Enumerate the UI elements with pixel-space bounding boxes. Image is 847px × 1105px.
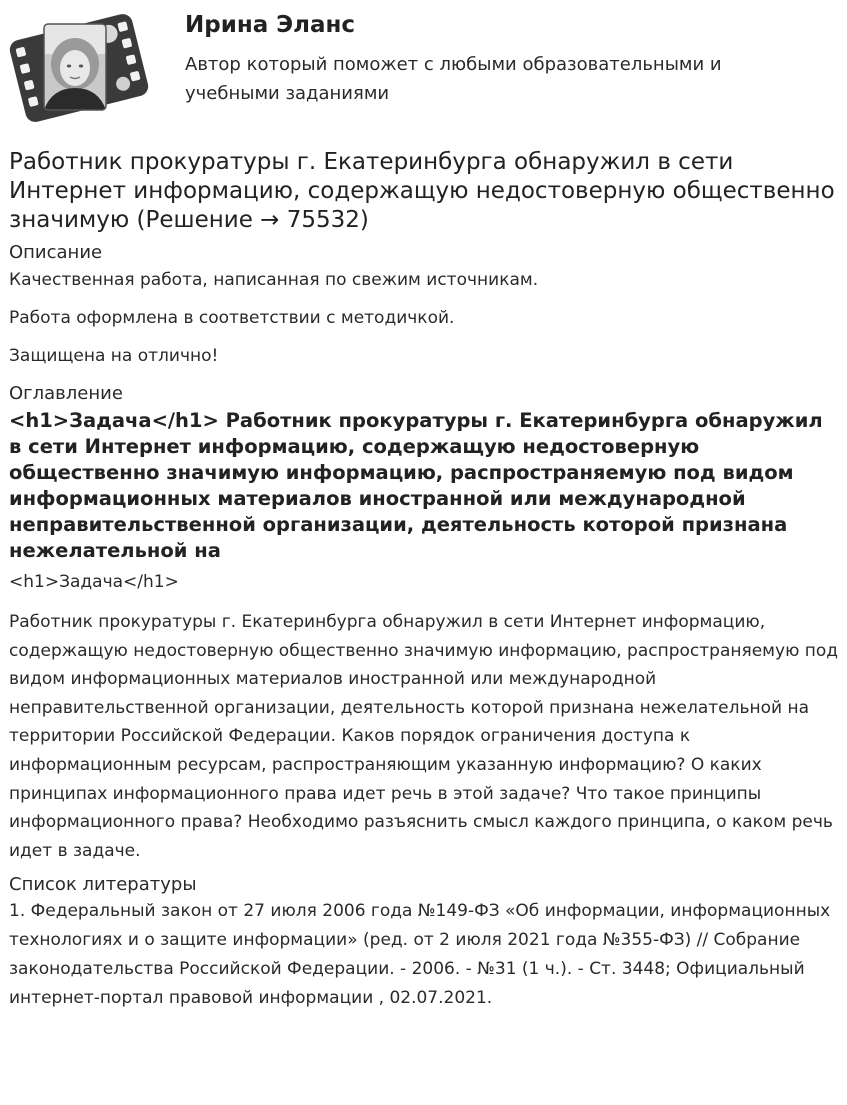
toc-heading: <h1>Задача</h1> Работник прокуратуры г. Екатеринбурга обнаружил в сети Интернет информацию, содержащую недостоверную общественно значимую информацию, распространяемую под видом информационных материалов иностранной или международной неправительственной организации, деятельность которой признана нежелательной на	[9, 409, 823, 562]
page-title: Работник прокуратуры г. Екатеринбурга обнаружил в сети Интернет информацию, содержащую недостоверную общественно значимую (Решение → 75532)	[9, 149, 835, 233]
task-text: Работник прокуратуры г. Екатеринбурга обнаружил в сети Интернет информацию, содержащую недостоверную общественно значимую информацию, распространяемую под видом информационных материалов иностранной или международной неправительственной организации, деятельность которой признана нежелательной на территории Российской Федерации. Каков порядок ограничения доступа к информационным ресурсам, распространяющим указанную информацию? О каких принципах информационного права идет речь в этой задаче? Что такое принципы информационного права? Необходимо разъяснить смысл каждого принципа, о каком речь идет в задаче.	[9, 612, 839, 861]
description-section	[9, 241, 841, 368]
literature-item: 1. Федеральный закон от 27 июля 2006 года №149-ФЗ «Об информации, информационных технологиях и о защите информации» (ред. от 2 июля 2021 года №355-ФЗ) // Собрание законодательства Российской Федерации. - 2006. - №31 (1 ч.). - Ст. 3448; Официальный интернет-портал правовой информации , 02.07.2021.	[9, 901, 831, 1009]
author-name[interactable]: Ирина Эланс	[185, 12, 356, 38]
literature-section	[9, 873, 841, 1013]
author-header	[0, 0, 847, 140]
toc-subheading: <h1>Задача</h1>	[9, 572, 179, 592]
toc-section	[9, 382, 841, 865]
description-label: Описание	[9, 242, 103, 263]
description-paragraph: Защищена на отлично!	[9, 346, 219, 366]
filmstrip-avatar-icon	[6, 6, 152, 130]
description-paragraph: Качественная работа, написанная по свежим источникам.	[9, 270, 539, 290]
toc-label: Оглавление	[9, 383, 123, 404]
author-avatar[interactable]	[6, 6, 152, 130]
literature-label: Список литературы	[9, 874, 197, 896]
main-content	[9, 148, 841, 1013]
description-paragraph: Работа оформлена в соответствии с методичкой.	[9, 308, 455, 328]
author-description: Автор который поможет с любыми образовательными и учебными заданиями	[185, 54, 722, 104]
